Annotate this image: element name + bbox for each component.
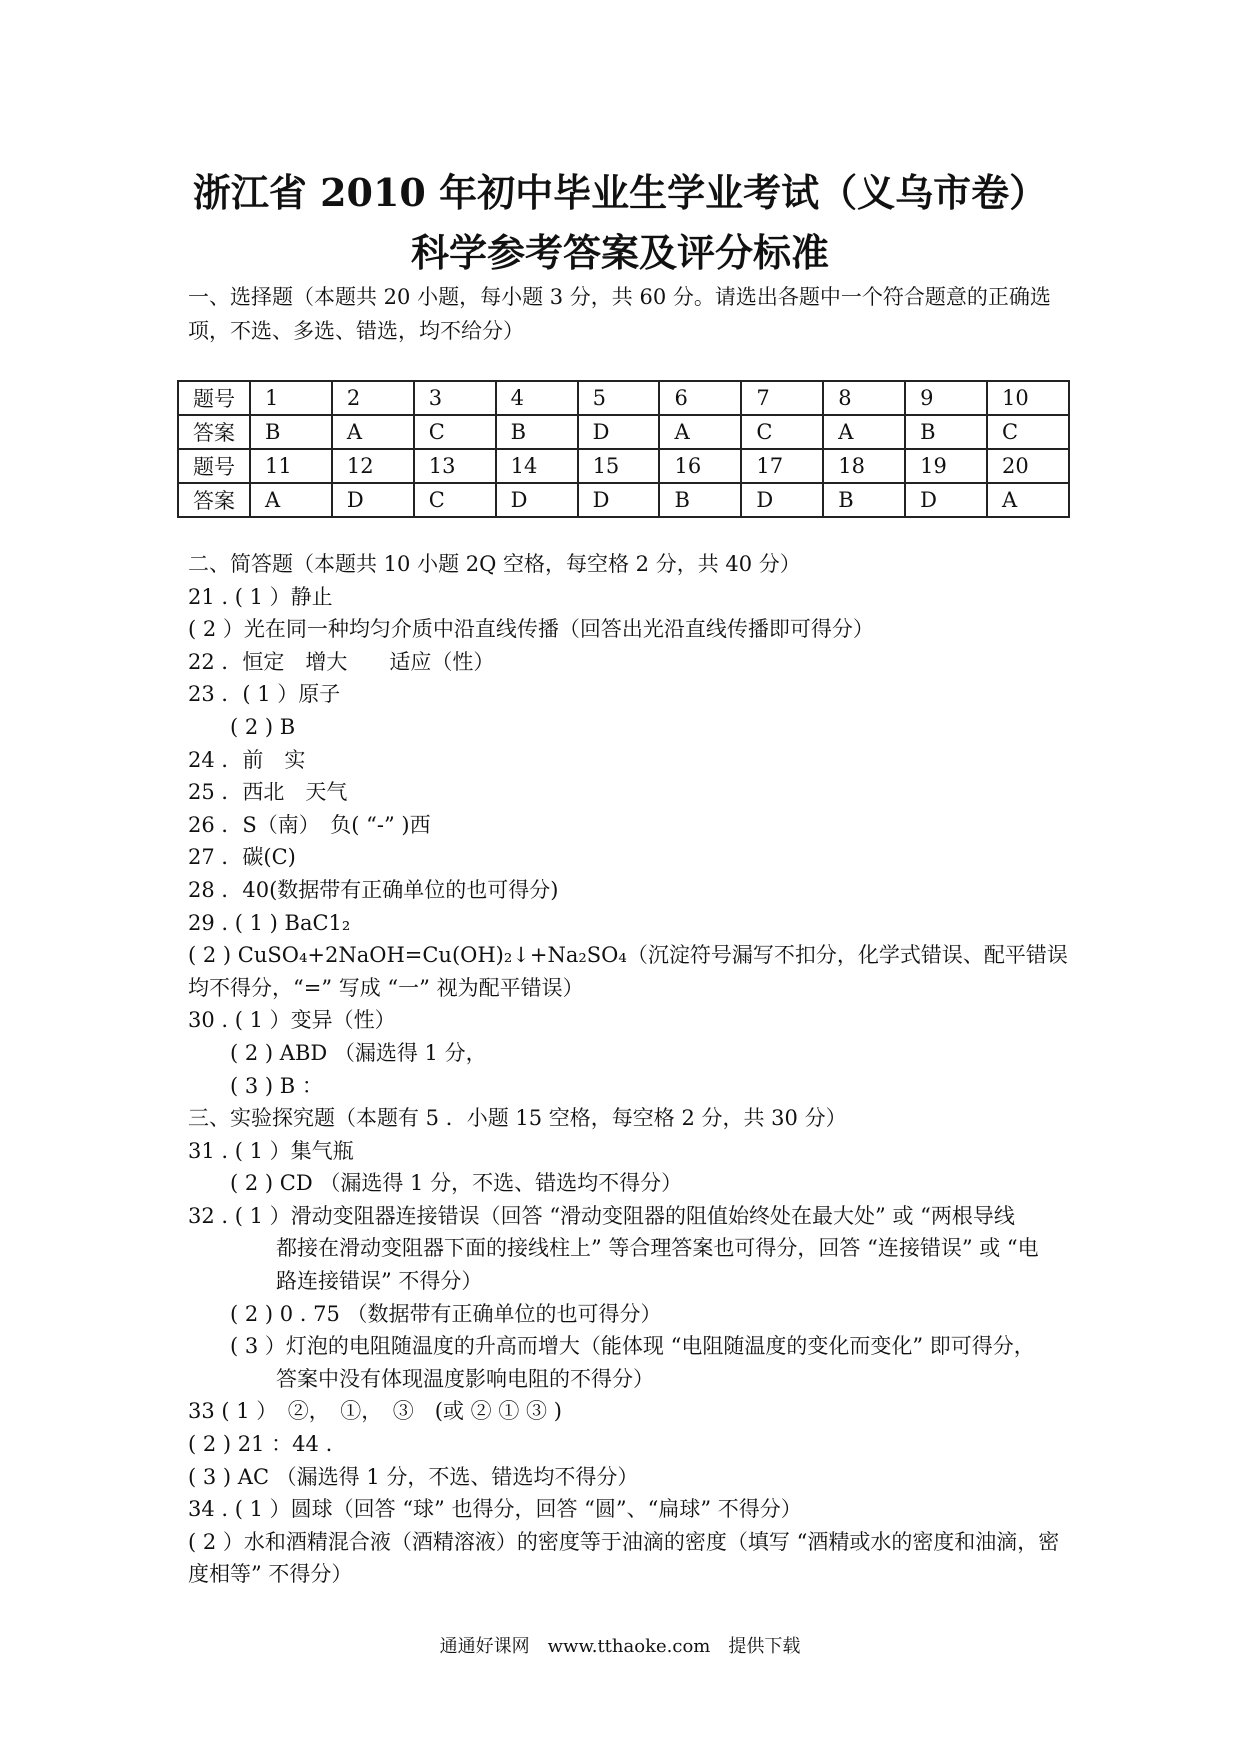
answer-line: ( 2 ) 21 ：44 .	[188, 1432, 333, 1457]
table-cell: 3	[414, 381, 496, 415]
answer-line: ( 2 ) CuSO₄+2NaOH=Cu(OH)₂↓+Na₂SO₄（沉淀符号漏写不扣分，化学式错误、配平错误均不得分，“=” 写成 “一” 视为配平错误）	[188, 943, 1068, 1000]
row-header-cell: 题号	[178, 381, 250, 415]
table-cell: 2	[332, 381, 414, 415]
table-cell: 10	[987, 381, 1069, 415]
table-cell: 17	[741, 449, 823, 483]
table-cell: C	[414, 415, 496, 449]
page-subtitle: 科学参考答案及评分标准	[410, 230, 829, 275]
section-1-heading: 一、选择题（本题共 20 小题，每小题 3 分，共 60 分。请选出各题中一个符合题意的正确选项，不选、多选、错选，均不给分）	[188, 285, 1051, 343]
table-cell: 5	[578, 381, 660, 415]
table-cell: B	[250, 415, 332, 449]
answer-line: 30 . ( 1 ）变异（性）	[188, 1008, 396, 1033]
answer-line: 23 ．( 1 ）原子	[188, 682, 341, 707]
answer-lines	[188, 548, 1068, 1591]
table-cell: D	[741, 483, 823, 517]
answer-line: ( 2 ) B	[230, 714, 296, 739]
table-cell: 1	[250, 381, 332, 415]
answer-line: 22 ．恒定 增大 适应（性）	[188, 649, 495, 674]
table-cell: A	[332, 415, 414, 449]
table-cell: B	[496, 415, 578, 449]
answer-line: 三、实验探究题（本题有 5 ．小题 15 空格，每空格 2 分，共 30 分）	[188, 1106, 847, 1131]
table-cell: A	[823, 415, 905, 449]
footer-text: 通通好课网 www.tthaoke.com 提供下载	[439, 1636, 801, 1657]
table-cell: B	[905, 415, 987, 449]
table-cell: 9	[905, 381, 987, 415]
table-cell: 12	[332, 449, 414, 483]
answer-line: ( 2 ) CD （漏选得 1 分，不选、错选均不得分）	[230, 1171, 683, 1196]
answer-line: 21 . ( 1 ）静止	[188, 584, 333, 609]
answer-line: 33 ( 1 ） ②， ①， ③ (或 ② ① ③ )	[188, 1399, 562, 1424]
page-title: 浙江省 2010 年初中毕业生学业考试（义乌市卷）	[192, 170, 1048, 215]
answer-line: ( 3 ) AC （漏选得 1 分，不选、错选均不得分）	[188, 1464, 639, 1489]
answer-table	[177, 380, 1070, 518]
answer-line: 29 . ( 1 ) BaC1₂	[188, 910, 351, 935]
table-cell: 16	[659, 449, 741, 483]
answer-line: 34 . ( 1 ）圆球（回答 “球” 也得分，回答 “圆”、“扁球” 不得分）	[188, 1497, 802, 1522]
table-cell: 8	[823, 381, 905, 415]
answer-line: ( 2 ) 0 . 75 （数据带有正确单位的也可得分）	[230, 1301, 662, 1326]
table-row	[178, 415, 1069, 449]
answer-line: ( 3 ) B ：	[230, 1073, 323, 1098]
answer-line: ( 2 ）水和酒精混合液（酒精溶液）的密度等于油滴的密度（填写 “酒精或水的密度和油滴，密度相等” 不得分）	[188, 1529, 1060, 1587]
table-cell: A	[250, 483, 332, 517]
answer-line: 二、简答题（本题共 10 小题 2Q 空格，每空格 2 分，共 40 分）	[188, 552, 801, 576]
row-header-cell: 题号	[178, 449, 250, 483]
table-cell: C	[987, 415, 1069, 449]
table-cell: 19	[905, 449, 987, 483]
table-cell: D	[578, 415, 660, 449]
answer-line: 26 ．S（南） 负( “-” )西	[188, 812, 431, 837]
table-cell: 14	[496, 449, 578, 483]
table-cell: B	[659, 483, 741, 517]
answer-line: 24 ．前 实	[188, 747, 306, 772]
table-cell: 15	[578, 449, 660, 483]
table-cell: 13	[414, 449, 496, 483]
table-cell: D	[578, 483, 660, 517]
table-cell: B	[823, 483, 905, 517]
answer-line: 32 . ( 1 ）滑动变阻器连接错误（回答 “滑动变阻器的阻值始终处在最大处” 或 “两根导线	[188, 1203, 1015, 1228]
answer-line: 31 . ( 1 ）集气瓶	[188, 1138, 354, 1163]
table-cell: D	[332, 483, 414, 517]
row-header-cell: 答案	[178, 415, 250, 449]
table-row	[178, 449, 1069, 483]
table-row	[178, 381, 1069, 415]
table-row	[178, 483, 1069, 517]
answer-line: 路连接错误” 不得分）	[276, 1269, 483, 1294]
answer-line: 25 ．西北 天气	[188, 780, 348, 805]
row-header-cell: 答案	[178, 483, 250, 517]
table-cell: A	[659, 415, 741, 449]
table-cell: 6	[659, 381, 741, 415]
answer-line: ( 2 ) ABD （漏选得 1 分，	[230, 1040, 487, 1065]
answer-line: 28 ．40(数据带有正确单位的也可得分)	[188, 877, 559, 902]
answer-line: ( 2 ）光在同一种均匀介质中沿直线传播（回答出光沿直线传播即可得分）	[188, 617, 874, 642]
table-cell: 18	[823, 449, 905, 483]
answer-line: 27 ．碳(C)	[188, 845, 296, 870]
table-cell: D	[905, 483, 987, 517]
answer-line: 答案中没有体现温度影响电阻的不得分）	[276, 1366, 654, 1391]
table-cell: A	[987, 483, 1069, 517]
table-cell: 20	[987, 449, 1069, 483]
answer-line: ( 3 ）灯泡的电阻随温度的升高而增大（能体现 “电阻随温度的变化而变化” 即可得分，	[230, 1334, 1035, 1359]
table-cell: 11	[250, 449, 332, 483]
table-cell: C	[741, 415, 823, 449]
table-cell: D	[496, 483, 578, 517]
answer-line: 都接在滑动变阻器下面的接线柱上” 等合理答案也可得分，回答 “连接错误” 或 “电	[276, 1236, 1039, 1261]
table-cell: C	[414, 483, 496, 517]
table-cell: 4	[496, 381, 578, 415]
table-cell: 7	[741, 381, 823, 415]
